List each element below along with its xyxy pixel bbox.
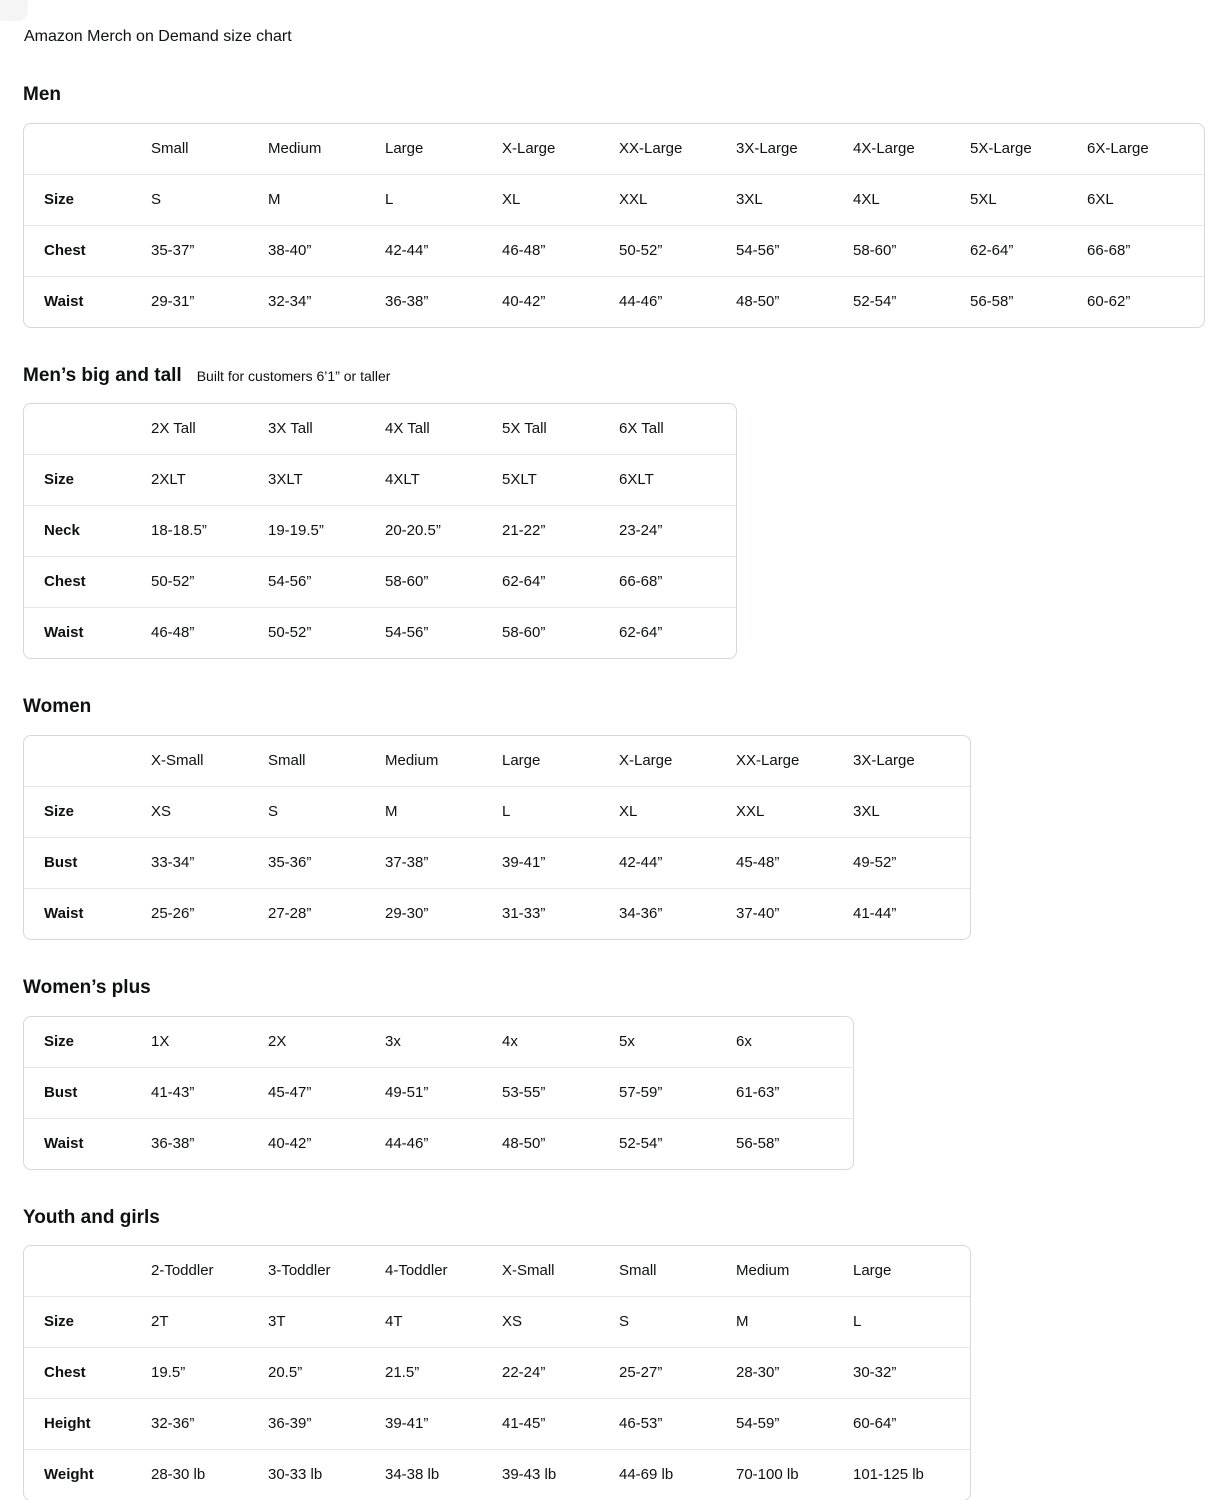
value-cell: S — [268, 803, 279, 821]
column-header-cell: Small — [151, 139, 189, 157]
value-cell: 50-52” — [268, 624, 312, 642]
table-row — [24, 1296, 970, 1347]
value-cell: 41-44” — [853, 905, 897, 923]
value-cell: 53-55” — [502, 1083, 546, 1101]
value-cell: 62-64” — [619, 624, 663, 642]
column-header-cell: 2X Tall — [151, 420, 196, 438]
row-label-cell: Size — [44, 1313, 75, 1331]
table-row — [24, 505, 736, 556]
column-header-cell: 4X Tall — [385, 420, 430, 438]
value-cell: XS — [151, 803, 172, 821]
value-cell: 5XL — [970, 190, 997, 208]
value-cell: 25-26” — [151, 905, 195, 923]
value-cell: 42-44” — [385, 241, 429, 259]
column-header-cell: X-Small — [151, 752, 204, 770]
value-cell: 4XL — [853, 190, 880, 208]
value-cell: 48-50” — [502, 1134, 546, 1152]
value-cell: 35-37” — [151, 241, 195, 259]
row-label-cell: Waist — [44, 624, 84, 642]
table-header-row — [24, 124, 1204, 174]
row-label-cell: Chest — [44, 241, 86, 259]
table-row — [24, 1449, 970, 1500]
value-cell: 5x — [619, 1032, 635, 1050]
value-cell: 52-54” — [853, 292, 897, 310]
value-cell: 30-33 lb — [268, 1466, 323, 1484]
value-cell: 28-30 lb — [151, 1466, 206, 1484]
row-label-cell: Height — [44, 1415, 91, 1433]
table-row — [24, 454, 736, 505]
value-cell: 39-41” — [502, 854, 546, 872]
table-row — [24, 888, 970, 939]
column-header-cell: 6X-Large — [1087, 139, 1149, 157]
value-cell: 58-60” — [385, 573, 429, 591]
value-cell: 36-39” — [268, 1415, 312, 1433]
column-header-cell: 3X-Large — [736, 139, 798, 157]
table-row — [24, 225, 1204, 276]
value-cell: 45-47” — [268, 1083, 312, 1101]
section-title-text: Women — [23, 696, 92, 718]
value-cell: 46-48” — [502, 241, 546, 259]
value-cell: XL — [619, 803, 638, 821]
value-cell: 50-52” — [151, 573, 195, 591]
size-section — [23, 976, 1223, 1170]
value-cell: 1X — [151, 1032, 170, 1050]
value-cell: 40-42” — [502, 292, 546, 310]
value-cell: 66-68” — [1087, 241, 1131, 259]
value-cell: 2X — [268, 1032, 287, 1050]
value-cell: L — [853, 1313, 862, 1331]
column-header-cell: 3X-Large — [853, 752, 915, 770]
table-row — [24, 837, 970, 888]
value-cell: 44-69 lb — [619, 1466, 674, 1484]
table-row — [24, 1118, 853, 1169]
table-row — [24, 607, 736, 658]
value-cell: 58-60” — [502, 624, 546, 642]
value-cell: 56-58” — [970, 292, 1014, 310]
section-title-text: Men — [23, 84, 61, 105]
value-cell: 46-53” — [619, 1415, 663, 1433]
value-cell: 37-38” — [385, 854, 429, 872]
value-cell: 6XL — [1087, 190, 1114, 208]
value-cell: 60-62” — [1087, 292, 1131, 310]
value-cell: 2T — [151, 1313, 169, 1331]
value-cell: 21.5” — [385, 1364, 420, 1382]
table-row — [24, 1017, 853, 1067]
section-title — [23, 695, 1223, 720]
table-header-row — [24, 1246, 970, 1296]
row-label-cell: Weight — [44, 1466, 94, 1484]
size-section — [23, 1206, 1223, 1500]
table-header-row — [24, 404, 736, 454]
value-cell: XXL — [619, 190, 648, 208]
value-cell: 28-30” — [736, 1364, 780, 1382]
value-cell: 56-58” — [736, 1134, 780, 1152]
table-row — [24, 556, 736, 607]
value-cell: 52-54” — [619, 1134, 663, 1152]
row-label-cell: Chest — [44, 573, 86, 591]
value-cell: 3x — [385, 1032, 401, 1050]
size-section — [23, 364, 1223, 660]
section-title-text: Youth and girls — [23, 1206, 160, 1228]
value-cell: 34-38 lb — [385, 1466, 440, 1484]
value-cell: S — [151, 190, 162, 208]
size-chart-sections — [23, 83, 1223, 1500]
value-cell: 4XLT — [385, 471, 420, 489]
value-cell: 2XLT — [151, 471, 186, 489]
row-label-cell: Size — [44, 1032, 75, 1050]
column-header-cell: Large — [853, 1262, 892, 1280]
row-label-cell: Neck — [44, 522, 80, 540]
table-row — [24, 786, 970, 837]
column-header-cell: 5X-Large — [970, 139, 1032, 157]
size-section — [23, 83, 1223, 328]
value-cell: 42-44” — [619, 854, 663, 872]
section-title — [23, 83, 1223, 108]
value-cell: 31-33” — [502, 905, 546, 923]
value-cell: 57-59” — [619, 1083, 663, 1101]
column-header-cell: 4-Toddler — [385, 1262, 448, 1280]
value-cell: 3XL — [736, 190, 763, 208]
row-label-cell: Waist — [44, 905, 84, 923]
section-title — [23, 1206, 1223, 1231]
table-header-row — [24, 736, 970, 786]
value-cell: 54-56” — [736, 241, 780, 259]
value-cell: 3XL — [853, 803, 880, 821]
section-title-text: Men’s big and tall — [23, 364, 182, 386]
section-title — [23, 364, 1223, 389]
row-label-cell: Size — [44, 803, 75, 821]
value-cell: 41-45” — [502, 1415, 546, 1433]
row-label-cell: Bust — [44, 854, 78, 872]
value-cell: 36-38” — [385, 292, 429, 310]
value-cell: M — [268, 190, 281, 208]
row-label-cell: Size — [44, 190, 75, 208]
column-header-cell: Large — [385, 139, 424, 157]
row-label-cell: Waist — [44, 292, 84, 310]
value-cell: 48-50” — [736, 292, 780, 310]
value-cell: 60-64” — [853, 1415, 897, 1433]
value-cell: 62-64” — [970, 241, 1014, 259]
value-cell: L — [385, 190, 394, 208]
row-label-cell: Bust — [44, 1083, 78, 1101]
value-cell: 44-46” — [619, 292, 663, 310]
column-header-cell: Medium — [736, 1262, 790, 1280]
size-section — [23, 695, 1223, 940]
value-cell: 45-48” — [736, 854, 780, 872]
table-row — [24, 1398, 970, 1449]
value-cell: 19-19.5” — [268, 522, 324, 540]
value-cell: 6XLT — [619, 471, 654, 489]
value-cell: XS — [502, 1313, 523, 1331]
table-row — [24, 1347, 970, 1398]
value-cell: L — [502, 803, 511, 821]
page-title: Amazon Merch on Demand size chart — [24, 28, 292, 45]
value-cell: 61-63” — [736, 1083, 780, 1101]
value-cell: 39-43 lb — [502, 1466, 557, 1484]
value-cell: 19.5” — [151, 1364, 186, 1382]
value-cell: 21-22” — [502, 522, 546, 540]
size-table — [23, 403, 737, 659]
value-cell: S — [619, 1313, 630, 1331]
column-header-cell: 3X Tall — [268, 420, 313, 438]
value-cell: 37-40” — [736, 905, 780, 923]
size-table — [23, 1016, 854, 1170]
table-row — [24, 174, 1204, 225]
value-cell: 50-52” — [619, 241, 663, 259]
value-cell: M — [736, 1313, 749, 1331]
corner-artifact — [0, 0, 28, 21]
value-cell: 58-60” — [853, 241, 897, 259]
column-header-cell: X-Small — [502, 1262, 555, 1280]
value-cell: 36-38” — [151, 1134, 195, 1152]
row-label-cell: Size — [44, 471, 75, 489]
row-label-cell: Chest — [44, 1364, 86, 1382]
column-header-cell: 4X-Large — [853, 139, 915, 157]
column-header-cell: Medium — [268, 139, 322, 157]
column-header-cell: 5X Tall — [502, 420, 547, 438]
size-table — [23, 1245, 971, 1500]
column-header-cell: XX-Large — [736, 752, 800, 770]
value-cell: 66-68” — [619, 573, 663, 591]
value-cell: 23-24” — [619, 522, 663, 540]
value-cell: 25-27” — [619, 1364, 663, 1382]
column-header-cell: X-Large — [619, 752, 673, 770]
section-title — [23, 976, 1223, 1001]
value-cell: 27-28” — [268, 905, 312, 923]
value-cell: 54-59” — [736, 1415, 780, 1433]
column-header-cell: Small — [268, 752, 306, 770]
column-header-cell: XX-Large — [619, 139, 683, 157]
value-cell: 29-31” — [151, 292, 195, 310]
value-cell: 39-41” — [385, 1415, 429, 1433]
value-cell: 4T — [385, 1313, 403, 1331]
column-header-cell: 6X Tall — [619, 420, 664, 438]
value-cell: 3XLT — [268, 471, 303, 489]
value-cell: 30-32” — [853, 1364, 897, 1382]
column-header-cell: 2-Toddler — [151, 1262, 214, 1280]
value-cell: 32-36” — [151, 1415, 195, 1433]
value-cell: 49-51” — [385, 1083, 429, 1101]
value-cell: 29-30” — [385, 905, 429, 923]
value-cell: 33-34” — [151, 854, 195, 872]
row-label-cell: Waist — [44, 1134, 84, 1152]
value-cell: 54-56” — [385, 624, 429, 642]
value-cell: 54-56” — [268, 573, 312, 591]
value-cell: 20-20.5” — [385, 522, 441, 540]
value-cell: 22-24” — [502, 1364, 546, 1382]
value-cell: 44-46” — [385, 1134, 429, 1152]
value-cell: 41-43” — [151, 1083, 195, 1101]
table-row — [24, 1067, 853, 1118]
value-cell: 49-52” — [853, 854, 897, 872]
value-cell: 20.5” — [268, 1364, 303, 1382]
value-cell: 101-125 lb — [853, 1466, 924, 1484]
value-cell: M — [385, 803, 398, 821]
value-cell: 62-64” — [502, 573, 546, 591]
value-cell: XXL — [736, 803, 765, 821]
section-title-text: Women’s plus — [23, 977, 151, 999]
value-cell: XL — [502, 190, 521, 208]
value-cell: 70-100 lb — [736, 1466, 799, 1484]
value-cell: 34-36” — [619, 905, 663, 923]
column-header-cell: X-Large — [502, 139, 556, 157]
section-subtitle: Built for customers 6’1” or taller — [196, 367, 391, 384]
value-cell: 46-48” — [151, 624, 195, 642]
value-cell: 3T — [268, 1313, 286, 1331]
value-cell: 6x — [736, 1032, 752, 1050]
value-cell: 4x — [502, 1032, 518, 1050]
column-header-cell: Small — [619, 1262, 657, 1280]
value-cell: 35-36” — [268, 854, 312, 872]
column-header-cell: Large — [502, 752, 541, 770]
table-row — [24, 276, 1204, 327]
value-cell: 18-18.5” — [151, 522, 207, 540]
size-table — [23, 735, 971, 940]
value-cell: 40-42” — [268, 1134, 312, 1152]
size-table — [23, 123, 1205, 328]
column-header-cell: Medium — [385, 752, 439, 770]
value-cell: 32-34” — [268, 292, 312, 310]
value-cell: 38-40” — [268, 241, 312, 259]
column-header-cell: 3-Toddler — [268, 1262, 331, 1280]
value-cell: 5XLT — [502, 471, 537, 489]
